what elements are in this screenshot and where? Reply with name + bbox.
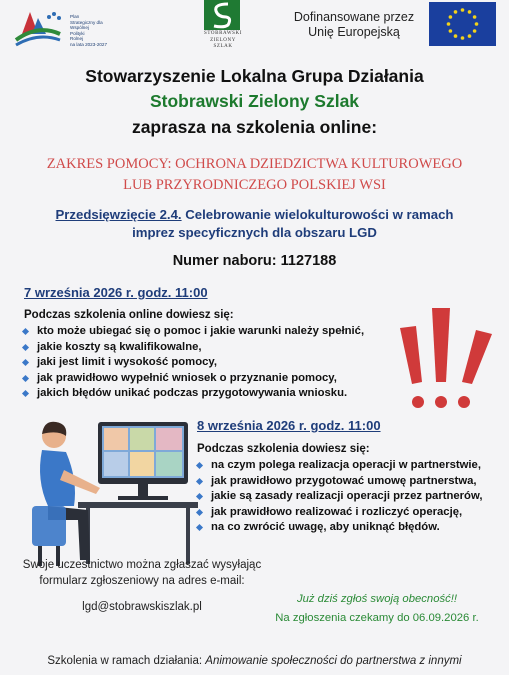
ps-wpr-text: Plan Strategiczny dla Wspólnej Polityki Rolnej na lata 2023-2027 [70,14,108,47]
lgd-logo [200,0,246,58]
project-label: Przedsięwzięcie 2.4. [55,207,182,222]
footer-italic: Animowanie społeczności do partnerstwa z innymi [205,655,462,667]
list-item: na co zwrócić uwagę, aby uniknąć błędów. [194,520,482,536]
session-1-date: 7 września 2026 r. godz. 11:00 [24,285,208,300]
session-2-lead: Podczas szkolenia dowiesz się: [197,443,370,455]
list-item: jak prawidłowo przygotować umowę partnerstwa, [194,474,482,490]
project-line-1 [0,206,509,223]
list-item: na czym polega realizacja operacji w partnerstwie, [194,458,482,474]
session-1-lead: Podczas szkolenia online dowiesz się: [24,309,234,321]
list-item: jakie są zasady realizacji operacji przez partnerów, [194,489,482,505]
footer-text [0,655,509,667]
registration-line-1: Swoje uczestnictwo można zgłaszać wysyłając [22,559,262,571]
list-item: jakich błędów unikać podczas przygotowywania wniosku. [20,386,364,402]
online-training-illustration [28,410,203,570]
ps-wpr-emblem-icon [8,4,68,50]
scope-line-2: LUB PRZYRODNICZEGO POLSKIEJ WSI [123,177,386,193]
list-item: jak prawidłowo realizować i rozliczyć operację, [194,505,482,521]
project-line-2: imprez specyficznych dla obszaru LGD [132,225,377,240]
lgd-emblem-icon [204,0,240,30]
list-item: kto może ubiegać się o pomoc i jakie warunki należy spełnić, [20,324,364,340]
eu-funding-text: Dofinansowane przez Unię Europejską [293,10,415,39]
list-item: jaki jest limit i wysokość pomocy, [20,355,364,371]
organizer-name: Stowarzyszenie Lokalna Grupa Działania [85,66,424,86]
eu-flag-icon [429,2,496,46]
registration-email[interactable]: lgd@stobrawskiszlak.pl [82,601,202,613]
lgd-name: Stobrawski Zielony Szlak [149,91,360,111]
session-2-date: 8 września 2026 r. godz. 11:00 [197,418,381,433]
footer-prefix: Szkolenia w ramach działania: [47,655,206,667]
scope-line-1: ZAKRES POMOCY: OCHRONA DZIEDZICTWA KULTUROWEGO [46,156,463,172]
session-2-list [194,458,482,536]
deadline-invite [252,590,502,628]
registration-info [8,557,276,615]
recruitment-number: Numer naboru: 1127188 [172,253,337,269]
list-item: jak prawidłowo wypełnić wniosek o przyznanie pomocy, [20,371,364,387]
exclamation-marks-icon [392,298,502,418]
invite-line-1: Już dziś zgłoś swoją obecność!! [296,593,458,605]
project-text-1: Celebrowanie wielokulturowości w ramach [181,207,454,222]
lgd-logo-text: STOBRAWSKI ZIELONY SZLAK [203,31,242,49]
invitation-heading: zaprasza na szkolenia online: [131,117,378,137]
list-item: jakie koszty są kwalifikowalne, [20,340,364,356]
logo-bar [0,0,509,60]
session-1-list [20,324,364,402]
ps-wpr-logo [8,4,138,50]
invite-line-2: Na zgłoszenia czekamy do 06.09.2026 r. [275,612,479,624]
registration-line-2: formularz zgłoszeniowy na adres e-mail: [39,575,245,587]
